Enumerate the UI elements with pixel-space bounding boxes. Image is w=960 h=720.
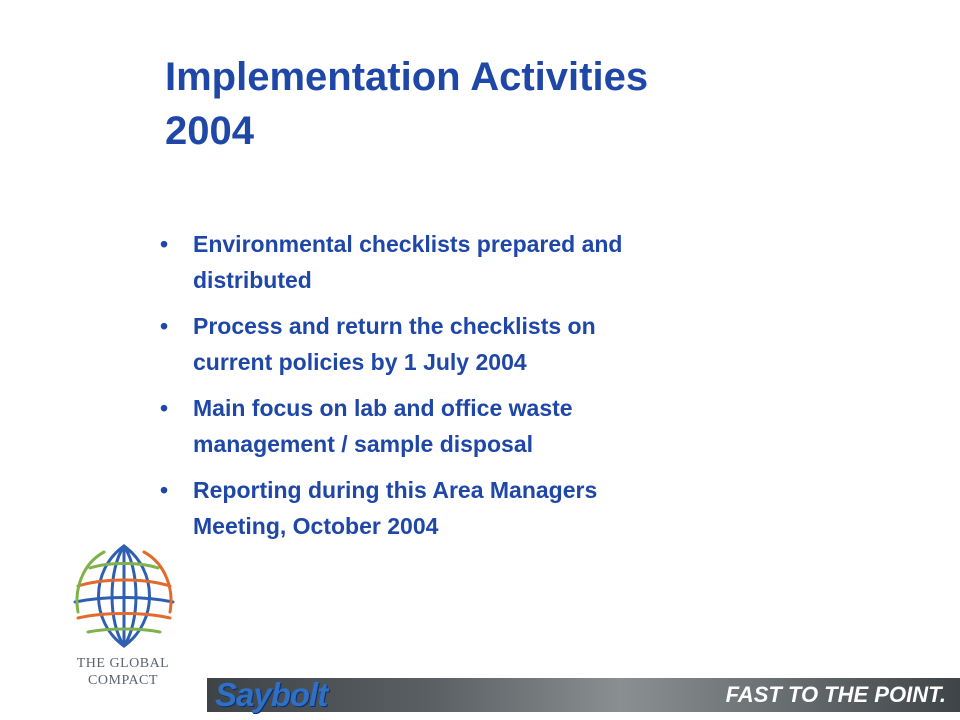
bullet-item — [160, 472, 820, 544]
bullet-text-line: management / sample disposal — [193, 431, 534, 457]
slide-title-line: Implementation Activities — [165, 55, 649, 99]
global-compact-logo — [62, 540, 186, 700]
bullet-text-line: Meeting, October 2004 — [193, 513, 439, 539]
bullet-text-line: Reporting during this Area Managers — [193, 477, 598, 503]
footer-tagline: FAST TO THE POINT. — [725, 682, 946, 707]
bullet-item — [160, 308, 820, 380]
global-compact-text-line: COMPACT — [88, 673, 158, 688]
global-compact-text-line: THE GLOBAL — [76, 656, 170, 671]
bullet-dot: • — [160, 395, 169, 421]
global-compact-wordmark — [62, 655, 184, 689]
bullet-item — [160, 226, 820, 298]
bullet-dot: • — [160, 477, 169, 503]
slide-title-line: 2004 — [165, 109, 254, 153]
bullet-text-line: current policies by 1 July 2004 — [193, 349, 527, 375]
bullet-dot: • — [160, 313, 169, 339]
saybolt-logo: Saybolt — [215, 676, 328, 713]
bullet-text-line: distributed — [193, 267, 312, 293]
bullet-text-line: Main focus on lab and office waste — [193, 395, 573, 421]
bullet-text-line: Process and return the checklists on — [193, 313, 596, 339]
bullet-dot: • — [160, 231, 169, 257]
bullet-item — [160, 390, 820, 462]
bullet-text-line: Environmental checklists prepared and — [193, 231, 623, 257]
slide-title — [165, 50, 865, 158]
globe-icon — [68, 540, 180, 652]
bullet-list — [160, 226, 820, 554]
footer-bar — [207, 678, 960, 712]
